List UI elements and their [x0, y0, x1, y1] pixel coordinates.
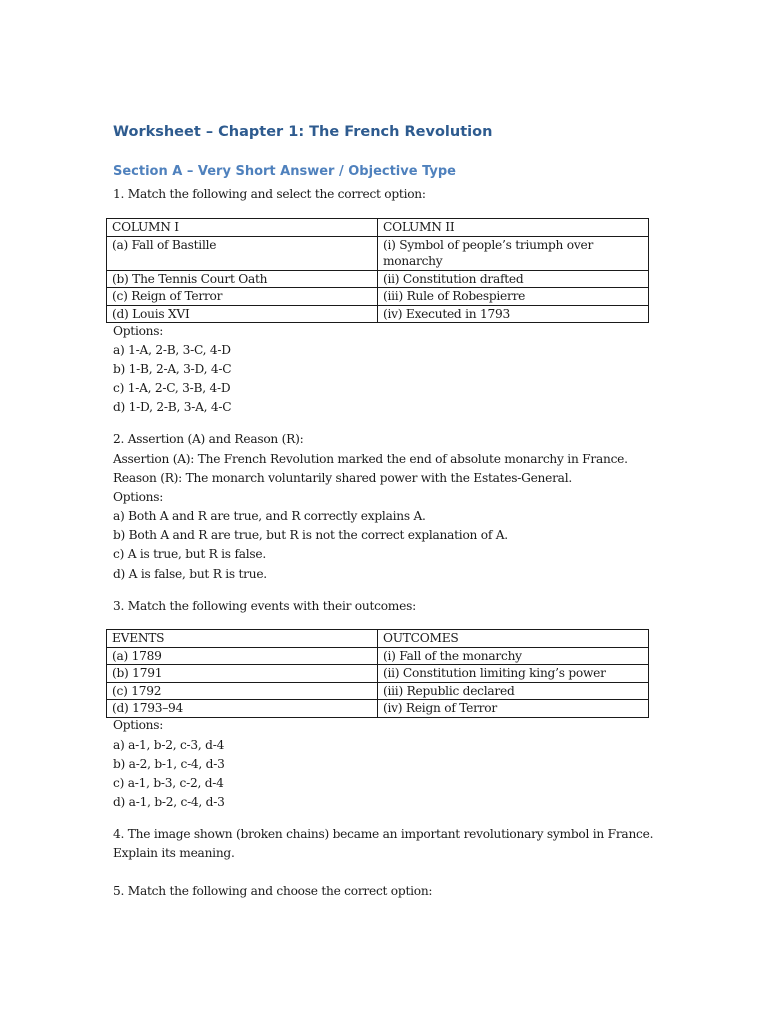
table-cell: (iii) Rule of Robespierre [378, 288, 649, 306]
table-cell: (a) 1789 [107, 647, 378, 665]
table-row [107, 288, 649, 306]
table-row [107, 700, 649, 718]
table-row [107, 270, 649, 288]
q2-assertion: Assertion (A): The French Revolution marked the end of absolute monarchy in France. [113, 452, 628, 466]
q1-option-d: d) 1-D, 2-B, 3-A, 4-C [113, 400, 232, 414]
q3-option-d: d) a-1, b-2, c-4, d-3 [113, 795, 225, 809]
column-header: OUTCOMES [378, 630, 649, 648]
q4-line-2: Explain its meaning. [113, 846, 235, 860]
worksheet-page [113, 0, 653, 1024]
table-cell: (b) 1791 [107, 665, 378, 683]
q3-prompt: 3. Match the following events with their outcomes: [113, 599, 416, 613]
table-cell: (iii) Republic declared [378, 682, 649, 700]
section-title: Section A – Very Short Answer / Objective Type [113, 164, 456, 179]
column-header: COLUMN II [378, 219, 649, 237]
table-cell: (c) 1792 [107, 682, 378, 700]
q2-reason: Reason (R): The monarch voluntarily shared power with the Estates-General. [113, 471, 572, 485]
q1-match-table [106, 218, 649, 323]
table-cell: (d) Louis XVI [107, 305, 378, 323]
q2-option-a: a) Both A and R are true, and R correctly explains A. [113, 509, 426, 523]
q3-option-c: c) a-1, b-3, c-2, d-4 [113, 776, 224, 790]
table-cell: (ii) Constitution limiting king’s power [378, 665, 649, 683]
column-header: EVENTS [107, 630, 378, 648]
table-cell: (iv) Executed in 1793 [378, 305, 649, 323]
table-row [107, 665, 649, 683]
q3-option-b: b) a-2, b-1, c-4, d-3 [113, 757, 225, 771]
table-row [107, 682, 649, 700]
q2-option-b: b) Both A and R are true, but R is not the correct explanation of A. [113, 528, 508, 542]
table-header-row [107, 630, 649, 648]
q2-option-c: c) A is true, but R is false. [113, 547, 266, 561]
table-row [107, 647, 649, 665]
q3-option-a: a) a-1, b-2, c-3, d-4 [113, 738, 225, 752]
table-cell: (a) Fall of Bastille [107, 236, 378, 270]
q4-line-1: 4. The image shown (broken chains) became an important revolutionary symbol in France. [113, 827, 654, 841]
table-cell: (i) Symbol of people’s triumph over monarchy [378, 236, 649, 270]
worksheet-title: Worksheet – Chapter 1: The French Revolution [113, 124, 493, 140]
q2-options-label: Options: [113, 490, 164, 504]
q1-option-b: b) 1-B, 2-A, 3-D, 4-C [113, 362, 232, 376]
table-cell: (b) The Tennis Court Oath [107, 270, 378, 288]
table-cell: (iv) Reign of Terror [378, 700, 649, 718]
q1-prompt: 1. Match the following and select the correct option: [113, 187, 426, 201]
q1-option-c: c) 1-A, 2-C, 3-B, 4-D [113, 381, 231, 395]
q2-prompt: 2. Assertion (A) and Reason (R): [113, 432, 304, 446]
table-cell: (d) 1793–94 [107, 700, 378, 718]
q1-option-a: a) 1-A, 2-B, 3-C, 4-D [113, 343, 231, 357]
q3-options-label: Options: [113, 718, 164, 732]
table-row [107, 305, 649, 323]
table-cell: (i) Fall of the monarchy [378, 647, 649, 665]
table-row [107, 236, 649, 270]
q1-options-label: Options: [113, 324, 164, 338]
q5-prompt: 5. Match the following and choose the correct option: [113, 884, 433, 898]
q3-match-table [106, 629, 649, 718]
table-cell: (c) Reign of Terror [107, 288, 378, 306]
q2-option-d: d) A is false, but R is true. [113, 567, 267, 581]
table-header-row [107, 219, 649, 237]
table-cell: (ii) Constitution drafted [378, 270, 649, 288]
column-header: COLUMN I [107, 219, 378, 237]
